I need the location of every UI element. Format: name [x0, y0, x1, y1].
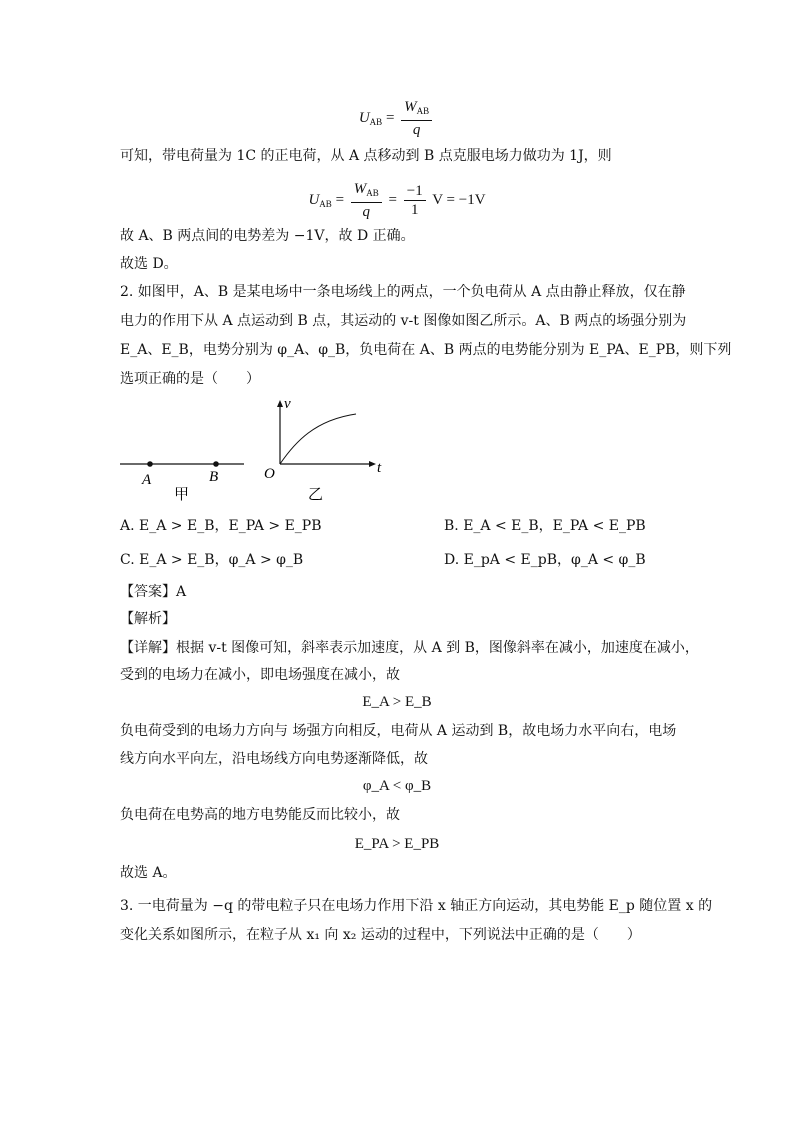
- label-yi: 乙: [308, 487, 324, 503]
- equation-epa-gt-epb: E_PA > E_PB: [354, 836, 440, 852]
- fraction: $\frac{W_{AB}}{q}$: [401, 98, 432, 139]
- label-jia: 甲: [174, 487, 190, 503]
- label-origin: O: [264, 466, 275, 482]
- question-2-line-2: 电力的作用下从 A 点运动到 B 点，其运动的 v-t 图像如图乙所示。A、B 两点的场强分别为: [120, 313, 687, 329]
- option-c: C. E_A > E_B，φ_A > φ_B: [120, 552, 304, 568]
- question-3-line-1: 3. 一电荷量为 −q 的带电粒子只在电场力作用下沿 x 轴正方向运动，其电势能 E_p 随位置 x 的: [120, 898, 713, 914]
- point-a: [147, 461, 153, 467]
- question-2-line-1: 2. 如图甲，A、B 是某电场中一条电场线上的两点，一个负电荷从 A 点由静止释放，仅在静: [120, 284, 686, 300]
- detail-text: 线方向水平向左，沿电场线方向电势逐渐降低，故: [120, 751, 428, 767]
- equation-ea-gt-eb: E_A > E_B: [362, 694, 432, 710]
- figure-jia-yi: [110, 392, 400, 504]
- detail-text: 受到的电场力在减小，即电场强度在减小，故: [120, 667, 400, 683]
- paragraph-text: 故 A、B 两点间的电势差为 −1V，故 D 正确。: [120, 228, 415, 244]
- detail-text: 故选 A。: [120, 865, 177, 881]
- label-a: A: [142, 472, 152, 488]
- question-3-line-2: 变化关系如图所示，在粒子从 x₁ 向 x₂ 运动的过程中，下列说法中正确的是（ ）: [120, 927, 641, 943]
- detail-text: 负电荷在电势高的地方电势能反而比较小，故: [120, 807, 400, 823]
- option-a: A. E_A > E_B，E_PA > E_PB: [120, 518, 322, 534]
- v-t-curve: [280, 414, 356, 464]
- point-b: [213, 461, 219, 467]
- paragraph-text: 可知，带电荷量为 1C 的正电荷，从 A 点移动到 B 点克服电场力做功为 1J，则: [120, 148, 612, 164]
- t-axis-arrow: [369, 461, 376, 467]
- label-t: t: [377, 460, 382, 476]
- v-axis-arrow: [277, 400, 283, 407]
- question-2-line-4: 选项正确的是（ ）: [120, 371, 260, 387]
- analysis-label: 【解析】: [120, 611, 176, 627]
- detail-text: 负电荷受到的电场力方向与 场强方向相反，电荷从 A 运动到 B，故电场力水平向右，电场: [120, 723, 677, 739]
- label-v: v: [284, 396, 291, 412]
- option-d: D. E_pA < E_pB，φ_A < φ_B: [444, 552, 646, 568]
- option-b: B. E_A < E_B，E_PA < E_PB: [444, 518, 646, 534]
- equation-uab-value: $U_{AB}$ = $\frac{W_{AB}}{q}$ = $\frac{-1}{1}$ V = −1V: [308, 181, 486, 220]
- equation-phia-lt-phib: φ_A < φ_B: [362, 778, 432, 794]
- paragraph-text: 故选 D。: [120, 256, 178, 272]
- label-b: B: [209, 469, 219, 485]
- detail-text: 【详解】根据 v-t 图像可知，斜率表示加速度，从 A 到 B，图像斜率在减小，加速度在减小，: [120, 640, 699, 656]
- answer-label: 【答案】A: [120, 584, 187, 600]
- question-2-line-3: E_A、E_B，电势分别为 φ_A、φ_B，负电荷在 A、B 两点的电势能分别为 E_PA、E_PB，则下列: [120, 342, 732, 358]
- equation-uab-definition: $U_{AB}$ = $\frac{W_{AB}}{q}$: [0, 98, 794, 139]
